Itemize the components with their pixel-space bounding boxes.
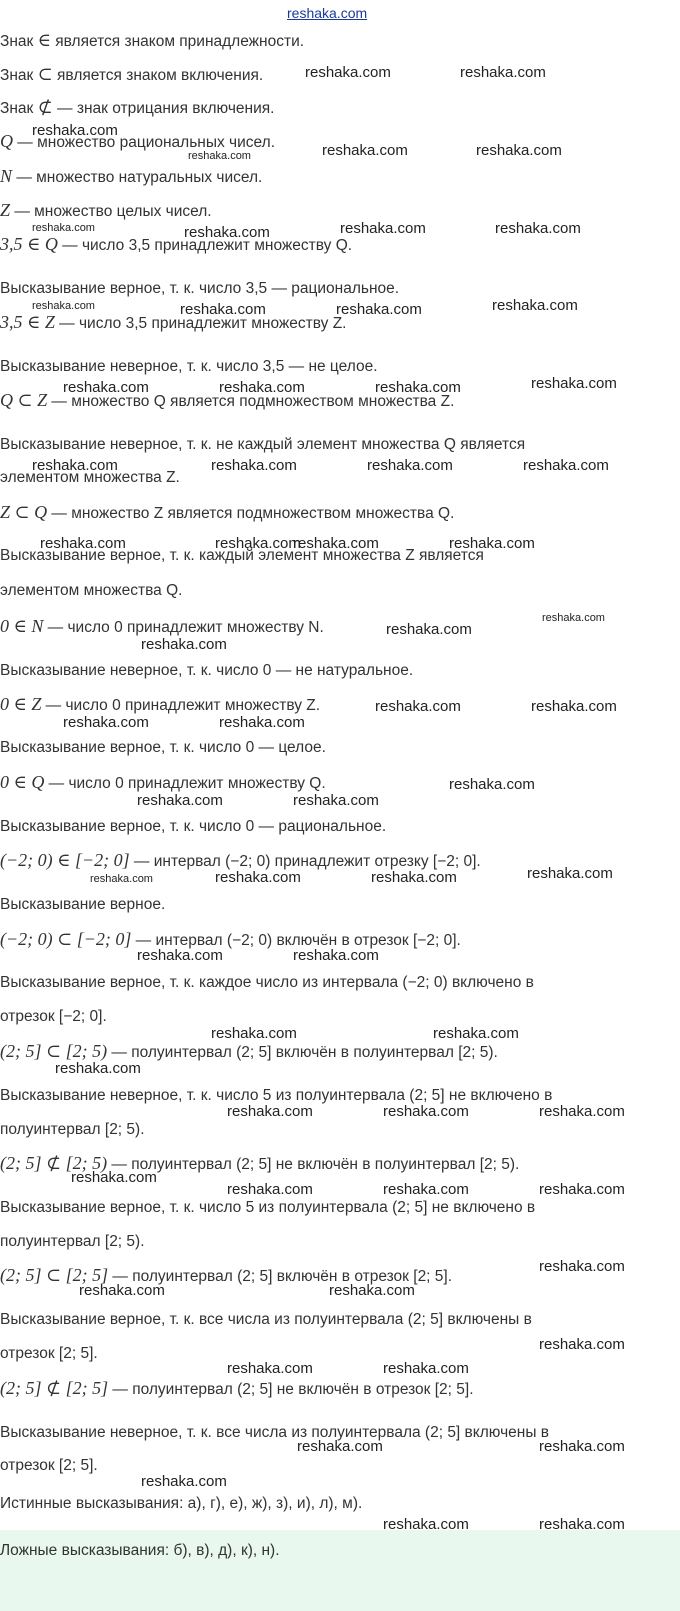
text-line <box>0 97 680 119</box>
math-expression: (−2; 0) ⊂ [−2; 0] <box>0 929 132 949</box>
line-text: Высказывание верное, т. к. каждое число из интервала (−2; 0) включено в <box>0 974 534 991</box>
watermark: reshaka.com <box>297 1438 383 1455</box>
line-text: элементом множества Z. <box>0 469 180 486</box>
line-text: — интервал (−2; 0) включён в отрезок [−2; 0]. <box>131 932 461 949</box>
watermark: reshaka.com <box>539 1258 625 1275</box>
watermark: reshaka.com <box>449 776 535 793</box>
watermark: reshaka.com <box>539 1336 625 1353</box>
text-line <box>0 1378 680 1400</box>
watermark: reshaka.com <box>188 150 251 162</box>
line-text: Высказывание верное. <box>0 896 166 913</box>
line-text: — множество целых чисел. <box>10 203 212 220</box>
watermark: reshaka.com <box>386 621 472 638</box>
line-text: — множество рациональных чисел. <box>13 134 275 151</box>
math-expression: Z ⊂ Q <box>0 502 48 522</box>
text-line <box>0 166 680 188</box>
line-text: Знак <box>0 67 38 84</box>
watermark: reshaka.com <box>141 1473 227 1490</box>
watermark: reshaka.com <box>367 457 453 474</box>
watermark: reshaka.com <box>531 375 617 392</box>
watermark: reshaka.com <box>211 1025 297 1042</box>
math-expression: 0 ∈ N <box>0 616 44 636</box>
watermark: reshaka.com <box>211 457 297 474</box>
watermark: reshaka.com <box>227 1103 313 1120</box>
watermark: reshaka.com <box>539 1103 625 1120</box>
line-text: является знаком включения. <box>52 67 264 84</box>
text-line <box>0 1198 680 1218</box>
line-text: Высказывание верное, т. к. каждый элемент множества Z является <box>0 547 484 564</box>
math-expression: Q <box>0 131 13 151</box>
watermark: reshaka.com <box>32 222 95 234</box>
text-line <box>0 694 680 716</box>
math-expression: ∈ <box>37 30 51 50</box>
watermark: reshaka.com <box>539 1181 625 1198</box>
watermark: reshaka.com <box>383 1516 469 1533</box>
watermark: reshaka.com <box>215 535 301 552</box>
text-line <box>0 312 680 334</box>
watermark: reshaka.com <box>219 714 305 731</box>
watermark: reshaka.com <box>539 1438 625 1455</box>
watermark: reshaka.com <box>219 379 305 396</box>
line-text: Знак <box>0 33 38 50</box>
watermark: reshaka.com <box>71 1169 157 1186</box>
line-text: — интервал (−2; 0) принадлежит отрезку [−2; 0]. <box>129 853 481 870</box>
line-text: Высказывание неверное, т. к. не каждый элемент множества Q является <box>0 436 526 453</box>
text-line <box>0 200 680 222</box>
text-line <box>0 895 680 915</box>
watermark: reshaka.com <box>184 224 270 241</box>
math-expression: 0 ∈ Z <box>0 694 42 714</box>
watermark: reshaka.com <box>531 698 617 715</box>
watermark: reshaka.com <box>215 869 301 886</box>
math-expression: 0 ∈ Q <box>0 772 45 792</box>
text-line <box>0 546 680 566</box>
line-text: отрезок [2; 5]. <box>0 1457 98 1474</box>
line-text: — полуинтервал (2; 5] включён в отрезок [2; 5]. <box>108 1268 453 1285</box>
math-expression: (2; 5] ⊄ [2; 5) <box>0 1153 108 1173</box>
watermark: reshaka.com <box>495 220 581 237</box>
text-line <box>0 64 680 86</box>
line-text: полуинтервал [2; 5). <box>0 1233 145 1250</box>
text-line <box>0 817 680 837</box>
watermark: reshaka.com <box>55 1060 141 1077</box>
math-expression: Q ⊂ Z <box>0 390 48 410</box>
line-text: — множество Q является подмножеством множества Z. <box>47 393 455 410</box>
line-text: Высказывание верное, т. к. число 0 — целое. <box>0 739 326 756</box>
math-expression: N <box>0 166 13 186</box>
text-line <box>0 357 680 377</box>
true-statements-summary: Истинные высказывания: а), г), е), ж), з), и), л), м). <box>0 1495 363 1512</box>
line-text: — число 3,5 принадлежит множеству Z. <box>54 315 347 332</box>
line-text: Высказывание верное, т. к. все числа из полуинтервала (2; 5] включены в <box>0 1311 532 1328</box>
line-text: — полуинтервал (2; 5] не включён в полуинтервал [2; 5). <box>107 1156 520 1173</box>
line-text: Высказывание верное, т. к. число 5 из полуинтервала (2; 5] не включено в <box>0 1199 536 1216</box>
watermark: reshaka.com <box>383 1103 469 1120</box>
math-expression: ⊄ <box>37 97 53 117</box>
watermark: reshaka.com <box>227 1181 313 1198</box>
text-line <box>0 1344 680 1364</box>
text-line <box>0 616 680 638</box>
line-text: отрезок [−2; 0]. <box>0 1008 107 1025</box>
watermark: reshaka.com <box>336 301 422 318</box>
text-line <box>0 1086 680 1106</box>
text-line <box>0 772 680 794</box>
watermark: reshaka.com <box>40 535 126 552</box>
line-text: — множество натуральных чисел. <box>12 169 263 186</box>
watermark: reshaka.com <box>63 714 149 731</box>
watermark: reshaka.com <box>63 379 149 396</box>
watermark: reshaka.com <box>293 792 379 809</box>
watermark: reshaka.com <box>32 300 95 312</box>
line-text: Высказывание неверное, т. к. число 0 — не натуральное. <box>0 662 414 679</box>
watermark: reshaka.com <box>539 1516 625 1533</box>
text-line <box>0 1310 680 1330</box>
text-line <box>0 581 680 601</box>
watermark: reshaka.com <box>523 457 609 474</box>
watermark: reshaka.com <box>383 1360 469 1377</box>
watermark: reshaka.com <box>79 1282 165 1299</box>
line-text: полуинтервал [2; 5). <box>0 1121 145 1138</box>
watermark: reshaka.com <box>329 1282 415 1299</box>
text-line <box>0 131 680 153</box>
math-expression: Z <box>0 200 11 220</box>
line-text: Высказывание верное, т. к. число 3,5 — рациональное. <box>0 280 400 297</box>
text-line <box>0 1456 680 1476</box>
watermark: reshaka.com <box>293 947 379 964</box>
false-statements-summary: Ложные высказывания: б), в), д), к), н). <box>0 1542 280 1559</box>
watermark: reshaka.com <box>340 220 426 237</box>
line-text: — число 0 принадлежит множеству N. <box>43 619 324 636</box>
text-line <box>0 502 680 524</box>
watermark: reshaka.com <box>90 873 153 885</box>
text-line <box>0 1153 680 1175</box>
watermark: reshaka.com <box>293 535 379 552</box>
watermark: reshaka.com <box>375 379 461 396</box>
math-expression: (2; 5] ⊂ [2; 5) <box>0 1041 108 1061</box>
text-line <box>0 661 680 681</box>
text-line <box>0 738 680 758</box>
text-line <box>0 1041 680 1063</box>
line-text: — полуинтервал (2; 5] включён в полуинтервал [2; 5). <box>107 1044 498 1061</box>
watermark: reshaka.com <box>433 1025 519 1042</box>
line-text: — число 3,5 принадлежит множеству Q. <box>57 237 353 254</box>
text-line <box>0 1232 680 1252</box>
site-header-link[interactable]: reshaka.com <box>287 5 368 21</box>
text-line <box>0 1265 680 1287</box>
line-text: Высказывание неверное, т. к. число 3,5 — не целое. <box>0 358 378 375</box>
watermark: reshaka.com <box>460 64 546 81</box>
text-line <box>0 1007 680 1027</box>
text-line <box>0 234 680 256</box>
watermark: reshaka.com <box>375 698 461 715</box>
line-text: Знак <box>0 100 38 117</box>
watermark: reshaka.com <box>542 612 605 624</box>
watermark: reshaka.com <box>180 301 266 318</box>
line-text: — число 0 принадлежит множеству Z. <box>41 697 321 714</box>
watermark: reshaka.com <box>492 297 578 314</box>
math-expression: 3,5 ∈ Z <box>0 312 55 332</box>
text-line <box>0 279 680 299</box>
math-expression: (2; 5] ⊂ [2; 5] <box>0 1265 109 1285</box>
watermark: reshaka.com <box>305 64 391 81</box>
line-text: Высказывание неверное, т. к. все числа из полуинтервала (2; 5] включены в <box>0 1424 550 1441</box>
line-text: отрезок [2; 5]. <box>0 1345 98 1362</box>
text-line <box>0 1120 680 1140</box>
text-line <box>0 30 680 52</box>
line-text: — множество Z является подмножеством множества Q. <box>47 505 455 522</box>
text-line <box>0 1423 680 1443</box>
text-line <box>0 973 680 993</box>
watermark: reshaka.com <box>32 122 118 139</box>
watermark: reshaka.com <box>137 792 223 809</box>
math-expression: (2; 5] ⊄ [2; 5] <box>0 1378 109 1398</box>
math-expression: (−2; 0) ∈ [−2; 0] <box>0 850 130 870</box>
watermark: reshaka.com <box>322 142 408 159</box>
line-text: Высказывание неверное, т. к. число 5 из полуинтервала (2; 5] не включено в <box>0 1087 553 1104</box>
line-text: Высказывание верное, т. к. число 0 — рациональное. <box>0 818 387 835</box>
watermark: reshaka.com <box>449 535 535 552</box>
line-text: — знак отрицания включения. <box>52 100 275 117</box>
text-line <box>0 468 680 488</box>
line-text: элементом множества Q. <box>0 582 183 599</box>
watermark: reshaka.com <box>383 1181 469 1198</box>
text-line <box>0 850 680 872</box>
watermark: reshaka.com <box>32 457 118 474</box>
line-text: является знаком принадлежности. <box>50 33 305 50</box>
text-line <box>0 929 680 951</box>
text-line <box>0 390 680 412</box>
text-line <box>0 435 680 455</box>
watermark: reshaka.com <box>527 865 613 882</box>
watermark: reshaka.com <box>476 142 562 159</box>
line-text: — число 0 принадлежит множеству Q. <box>44 775 326 792</box>
watermark: reshaka.com <box>141 636 227 653</box>
watermark: reshaka.com <box>371 869 457 886</box>
watermark: reshaka.com <box>227 1360 313 1377</box>
math-expression: 3,5 ∈ Q <box>0 234 58 254</box>
math-expression: ⊂ <box>37 64 53 84</box>
line-text: — полуинтервал (2; 5] не включён в отрезок [2; 5]. <box>108 1381 474 1398</box>
watermark: reshaka.com <box>137 947 223 964</box>
